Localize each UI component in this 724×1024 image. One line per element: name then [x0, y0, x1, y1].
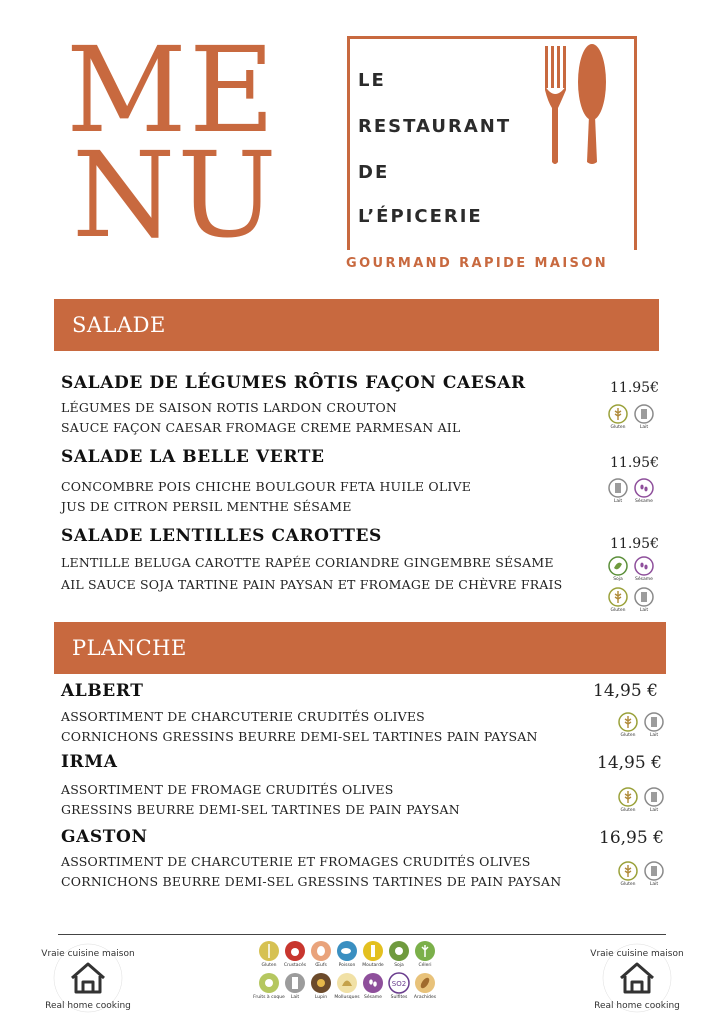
legend-label: Lait	[290, 995, 300, 1000]
allergen-label: Gluten	[620, 808, 636, 813]
legend-label: Fruits à coque	[253, 995, 285, 1000]
logo-line-4: L’ÉPICERIE	[358, 206, 483, 227]
home-cooking-badge-left	[41, 942, 135, 1014]
item-description: GRESSINS BEURRE DEMI-SEL TARTINES DE PAIN PAYSAN	[61, 802, 460, 817]
svg-text:Real home cooking: Real home cooking	[594, 1001, 680, 1011]
milk-icon	[634, 404, 654, 424]
item-price: 11.95€	[610, 380, 659, 396]
allergen-label: Gluten	[610, 425, 626, 430]
item-price: 11.95€	[610, 455, 659, 471]
legend-label: Poisson	[338, 963, 356, 968]
item-name: GASTON	[61, 827, 148, 847]
item-name: SALADE DE LÉGUMES RÔTIS FAÇON CAESAR	[61, 373, 526, 393]
allergen-label: Lait	[613, 499, 623, 504]
egg-icon	[310, 940, 332, 962]
milk-icon	[608, 478, 628, 498]
allergen-label: Gluten	[620, 733, 636, 738]
item-description: ASSORTIMENT DE CHARCUTERIE ET FROMAGES CRUDITÉS OLIVES	[61, 854, 531, 869]
fork-spoon-icon	[540, 38, 620, 166]
soy-icon	[608, 556, 628, 576]
item-description: ASSORTIMENT DE FROMAGE CRUDITÉS OLIVES	[61, 782, 394, 797]
allergen-label: Gluten	[620, 882, 636, 887]
footer-divider	[58, 934, 666, 935]
legend-label: Arachides	[413, 995, 437, 1000]
nuts-icon	[258, 972, 280, 994]
item-price: 14,95 €	[593, 681, 658, 701]
sesame-icon	[362, 972, 384, 994]
allergen-label: Lait	[639, 425, 649, 430]
gluten-icon	[608, 404, 628, 424]
item-name: ALBERT	[61, 681, 144, 701]
item-description: LENTILLE BELUGA CAROTTE RAPÉE CORIANDRE GINGEMBRE SÉSAME	[61, 555, 554, 570]
milk-icon	[644, 712, 664, 732]
section-header-planche	[54, 622, 666, 674]
mollusc-icon	[336, 972, 358, 994]
section-title: PLANCHE	[72, 636, 187, 660]
allergen-icons	[607, 404, 655, 430]
menu-title-line1: ME	[66, 21, 277, 159]
item-description: ASSORTIMENT DE CHARCUTERIE CRUDITÉS OLIVES	[61, 709, 425, 724]
legend-label: Crustacés	[283, 963, 307, 968]
legend-label: Céleri	[418, 963, 432, 968]
legend-label: Gluten	[261, 963, 277, 968]
item-description: JUS DE CITRON PERSIL MENTHE SÉSAME	[61, 499, 352, 514]
allergen-label: Lait	[639, 608, 649, 613]
sulphites-icon	[388, 972, 410, 994]
item-description: AIL SAUCE SOJA TARTINE PAIN PAYSAN ET FROMAGE DE CHÈVRE FRAIS	[61, 577, 563, 592]
gluten-icon	[618, 712, 638, 732]
allergen-icons	[617, 712, 665, 738]
allergen-icons	[607, 556, 655, 582]
item-description: SAUCE FAÇON CAESAR FROMAGE CREME PARMESAN AIL	[61, 420, 461, 435]
allergen-label: Lait	[649, 882, 659, 887]
milk-icon	[644, 787, 664, 807]
legend-label: Soja	[394, 963, 404, 968]
gluten-icon	[258, 940, 280, 962]
peanut-icon	[414, 972, 436, 994]
mustard-icon	[362, 940, 384, 962]
allergen-label: Lait	[649, 808, 659, 813]
svg-text:Real home cooking: Real home cooking	[45, 1001, 131, 1011]
legend-label: Sulfites	[390, 995, 408, 1000]
allergen-icons	[617, 787, 665, 813]
sesame-icon	[634, 478, 654, 498]
allergen-label: Gluten	[610, 608, 626, 613]
gluten-icon	[618, 861, 638, 881]
lupin-icon	[310, 972, 332, 994]
allergen-label: Sésame	[635, 577, 653, 582]
milk-icon	[644, 861, 664, 881]
logo-line-2: RESTAURANT	[358, 116, 512, 137]
item-price: 14,95 €	[597, 753, 662, 773]
milk-icon	[634, 587, 654, 607]
section-header-salade	[54, 299, 659, 351]
celery-icon	[414, 940, 436, 962]
milk-icon	[284, 972, 306, 994]
allergen-label: Sésame	[635, 499, 653, 504]
tagline: GOURMAND RAPIDE MAISON	[346, 256, 609, 271]
svg-text:Vraie cuisine maison: Vraie cuisine maison	[41, 949, 135, 959]
soy-icon	[388, 940, 410, 962]
gluten-icon	[608, 587, 628, 607]
allergen-label: Soja	[613, 577, 623, 582]
item-price: 11.95€	[610, 536, 659, 552]
menu-title-line2: NU	[72, 126, 279, 264]
item-description: CORNICHONS GRESSINS BEURRE DEMI-SEL TARTINES PAIN PAYSAN	[61, 729, 538, 744]
legend-label: Lupin	[314, 995, 328, 1000]
allergen-icons	[617, 861, 665, 887]
sesame-icon	[634, 556, 654, 576]
allergen-icons	[607, 587, 655, 613]
legend-label: Œufs	[315, 963, 327, 968]
home-cooking-badge-right	[590, 942, 684, 1014]
section-title: SALADE	[72, 313, 166, 337]
fish-icon	[336, 940, 358, 962]
logo-line-1: LE	[358, 70, 386, 91]
allergen-legend	[253, 940, 437, 1000]
item-name: SALADE LENTILLES CAROTTES	[61, 526, 382, 546]
legend-label: Mollusques	[334, 995, 360, 1000]
crustacean-icon	[284, 940, 306, 962]
item-description: CONCOMBRE POIS CHICHE BOULGOUR FETA HUILE OLIVE	[61, 479, 472, 494]
allergen-icons	[607, 478, 655, 504]
legend-label: Sésame	[364, 995, 382, 1000]
item-price: 16,95 €	[599, 828, 664, 848]
item-description: LÉGUMES DE SAISON ROTIS LARDON CROUTON	[61, 400, 398, 415]
allergen-label: Lait	[649, 733, 659, 738]
legend-label: Moutarde	[362, 963, 384, 968]
svg-text:Vraie cuisine maison: Vraie cuisine maison	[590, 949, 684, 959]
svg-text:SO2: SO2	[391, 980, 407, 988]
item-name: SALADE LA BELLE VERTE	[61, 447, 325, 467]
item-description: CORNICHONS BEURRE DEMI-SEL GRESSINS TARTINES DE PAIN PAYSAN	[61, 874, 562, 889]
logo-line-3: DE	[358, 162, 390, 183]
gluten-icon	[618, 787, 638, 807]
item-name: IRMA	[61, 752, 118, 772]
